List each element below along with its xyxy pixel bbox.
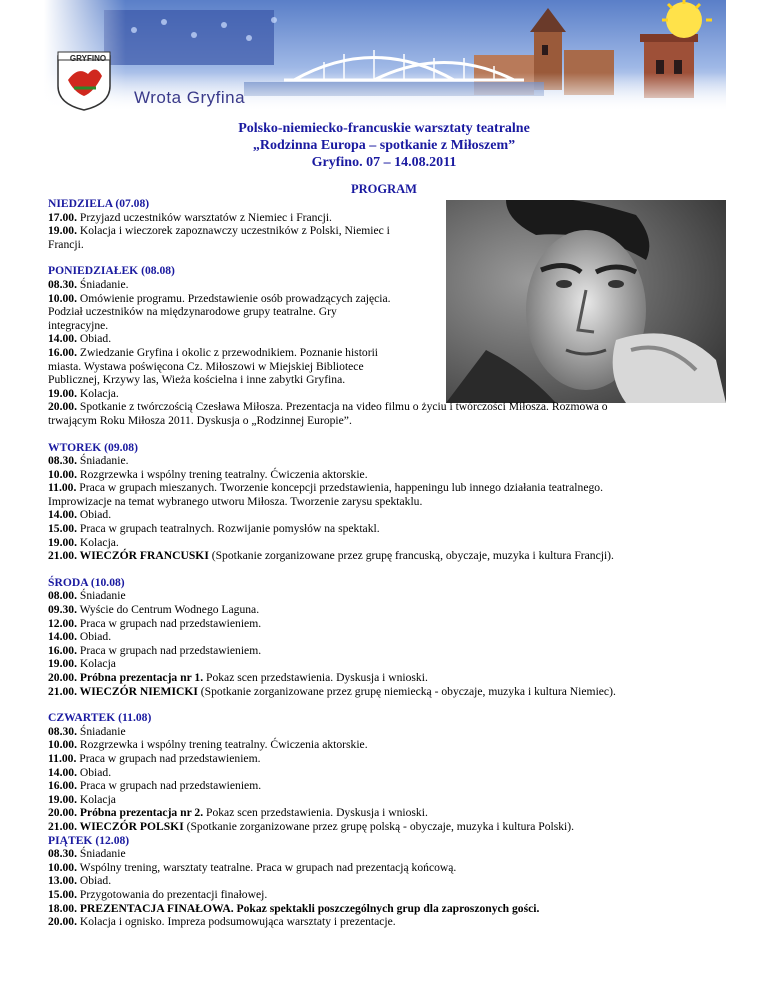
- schedule-entry: [48, 278, 728, 292]
- schedule-entry: [48, 305, 728, 319]
- entry-text: Pokaz scen przedstawienia. Dyskusja i wnioski.: [203, 806, 428, 820]
- entry-text: Praca w grupach mieszanych. Tworzenie koncepcji przedstawienia, happeningu lub innego działania teatralnego.: [76, 481, 603, 495]
- entry-text: Rozgrzewka i wspólny trening teatralny. Ćwiczenia aktorskie.: [76, 738, 368, 752]
- section-gap: [48, 563, 728, 576]
- entry-time: 20.00. Próbna prezentacja nr 1.: [48, 671, 204, 684]
- schedule-entry: [48, 549, 728, 563]
- entry-text: Praca w grupach nad przedstawieniem.: [76, 643, 262, 657]
- schedule-entry: [48, 589, 728, 603]
- entry-text: Śniadanie.: [76, 277, 129, 291]
- schedule-entry: [48, 319, 728, 333]
- schedule-entry: [48, 861, 728, 875]
- entry-text: Kolacja i wieczorek zapoznawczy uczestników z Polski, Niemiec i: [76, 224, 390, 238]
- entry-text: Przyjazd uczestników warsztatów z Niemiec i Francji.: [76, 210, 332, 224]
- schedule-entry: [48, 725, 728, 739]
- entry-text: Śniadanie: [76, 589, 126, 603]
- day-section: [48, 834, 728, 929]
- entry-text: Obiad.: [76, 332, 112, 346]
- entry-text: Kolacja.: [76, 386, 119, 400]
- entry-text: Obiad.: [76, 874, 112, 888]
- schedule-entry: [48, 888, 728, 902]
- entry-time: 10.00.: [48, 860, 77, 874]
- day-title: WTOREK (09.08): [48, 440, 138, 454]
- schedule-entry: [48, 224, 728, 238]
- entry-text: Rozgrzewka i wspólny trening teatralny. Ćwiczenia aktorskie.: [76, 467, 368, 481]
- entry-time: 11.00.: [48, 481, 77, 495]
- entry-time: 19.00.: [48, 792, 77, 806]
- entry-text: Spotkanie z twórczością Czesława Miłosza. Prezentacja na video filmu o życiu i twórczości Miłosza. Rozmowa o: [76, 400, 608, 414]
- entry-time: 08.30.: [48, 847, 77, 861]
- entry-text: Publicznej, Krzywy las, Wieża kościelna i inne zabytki Gryfina.: [48, 373, 346, 387]
- entry-text: Podział uczestników na międzynarodowe grupy teatralne. Gry: [48, 305, 337, 319]
- entry-text: Praca w grupach nad przedstawieniem.: [76, 751, 261, 765]
- entry-text: Kolacja.: [76, 535, 119, 549]
- entry-time: 15.00.: [48, 887, 77, 901]
- day-section: [48, 264, 728, 427]
- program-content: [48, 197, 728, 929]
- entry-time: 20.00.: [48, 400, 77, 414]
- day-title: CZWARTEK (11.08): [48, 711, 152, 725]
- entry-text: Wspólny trening, warsztaty teatralne. Praca w grupach nad prezentacją końcową.: [76, 860, 457, 874]
- entry-text: (Spotkanie zorganizowane przez grupę niemiecką - obyczaje, muzyka i kultura Niemiec).: [197, 684, 616, 698]
- entry-time: 20.00.: [48, 915, 77, 929]
- entry-time: 10.00.: [48, 291, 77, 305]
- title-line-1: Polsko-niemiecko-francuskie warsztaty teatralne: [238, 121, 530, 136]
- schedule-entry: [48, 915, 728, 929]
- program-heading: PROGRAM: [351, 182, 417, 196]
- schedule-entry: [48, 211, 728, 225]
- entry-text: Śniadanie: [76, 847, 126, 861]
- entry-text: integracyjne.: [48, 318, 109, 332]
- day-section: [48, 711, 728, 833]
- day-title: ŚRODA (10.08): [48, 575, 125, 589]
- day-section: [48, 441, 728, 563]
- schedule-entry: [48, 454, 728, 468]
- schedule-entry: [48, 508, 728, 522]
- entry-text: miasta. Wystawa poświęcona Cz. Miłoszowi w Miejskiej Bibliotece: [48, 359, 364, 373]
- schedule-entry: [48, 671, 728, 685]
- entry-text: Zwiedzanie Gryfina i okolic z przewodnikiem. Poznanie historii: [76, 345, 379, 359]
- entry-text: Praca w grupach teatralnych. Rozwijanie pomysłów na spektakl.: [76, 522, 380, 536]
- day-section: [48, 576, 728, 698]
- entry-text: Przygotowania do prezentacji finałowej.: [76, 887, 268, 901]
- entry-text: (Spotkanie zorganizowane przez grupę polską - obyczaje, muzyka i kultura Polski).: [183, 819, 575, 833]
- schedule-entry: [48, 400, 728, 414]
- schedule-entry: [48, 902, 728, 916]
- entry-time: 16.00.: [48, 643, 77, 657]
- entry-time: 19.00.: [48, 535, 77, 549]
- entry-text: Śniadanie: [76, 724, 126, 738]
- entry-text: Obiad.: [76, 508, 112, 522]
- schedule-entry: [48, 346, 728, 360]
- entry-text: Śniadanie.: [76, 454, 129, 468]
- entry-time: 08.30.: [48, 454, 77, 468]
- schedule-entry: [48, 793, 728, 807]
- schedule-entry: [48, 766, 728, 780]
- brand-name: Wrota Gryfina: [134, 88, 246, 107]
- entry-text: Praca w grupach nad przedstawieniem.: [76, 616, 262, 630]
- schedule-entry: [48, 360, 728, 374]
- entry-time: 20.00. Próbna prezentacja nr 2.: [48, 806, 204, 820]
- entry-time: 12.00.: [48, 616, 77, 630]
- day-section: [48, 197, 728, 251]
- schedule-entry: [48, 332, 728, 346]
- entry-time: 18.00. PREZENTACJA FINAŁOWA. Pokaz spektakli poszczególnych grup dla zaproszonych gości.: [48, 901, 540, 915]
- entry-text: Kolacja: [76, 792, 116, 806]
- schedule-entry: [48, 752, 728, 766]
- entry-time: 14.00.: [48, 630, 77, 644]
- entry-time: 08.30.: [48, 724, 77, 738]
- entry-time: 21.00. WIECZÓR POLSKI: [48, 819, 184, 833]
- entry-time: 15.00.: [48, 522, 77, 536]
- entry-text: Obiad.: [76, 630, 112, 644]
- entry-text: Pokaz scen przedstawienia. Dyskusja i wnioski.: [203, 671, 428, 684]
- entry-text: Improwizacje na temat wybranego utworu Miłosza. Tworzenie zarysu spektaklu.: [48, 494, 423, 508]
- entry-time: 21.00. WIECZÓR NIEMICKI: [48, 684, 198, 698]
- entry-time: 08.00.: [48, 589, 77, 603]
- schedule-entry: [48, 387, 728, 401]
- entry-time: 14.00.: [48, 332, 77, 346]
- schedule-entry: [48, 468, 728, 482]
- schedule-entry: [48, 820, 728, 834]
- schedule-entry: [48, 847, 728, 861]
- entry-time: 14.00.: [48, 508, 77, 522]
- day-title: PONIEDZIAŁEK (08.08): [48, 264, 175, 278]
- section-gap: [48, 251, 728, 264]
- title-line-2: „Rodzinna Europa – spotkanie z Miłoszem”: [252, 138, 516, 153]
- entry-time: 16.00.: [48, 779, 77, 793]
- entry-text: Omówienie programu. Przedstawienie osób prowadzących zajęcia.: [76, 291, 391, 305]
- section-gap: [48, 428, 728, 441]
- entry-text: Francji.: [48, 237, 84, 251]
- schedule-entry: [48, 685, 728, 699]
- schedule-entry: [48, 617, 728, 631]
- schedule-entry: [48, 630, 728, 644]
- schedule-entry: [48, 536, 728, 550]
- day-title: PIĄTEK (12.08): [48, 833, 130, 847]
- entry-time: 17.00.: [48, 210, 77, 224]
- entry-time: 19.00.: [48, 386, 77, 400]
- schedule-entry: [48, 779, 728, 793]
- schedule-entry: [48, 238, 728, 252]
- entry-time: 10.00.: [48, 467, 77, 481]
- schedule-entry: [48, 806, 728, 820]
- entry-time: 19.00.: [48, 657, 77, 671]
- title-line-3: Gryfino. 07 – 14.08.2011: [311, 155, 457, 170]
- schedule-entry: [48, 481, 728, 495]
- entry-text: (Spotkanie zorganizowane przez grupę francuską, obyczaje, muzyka i kultura Francji).: [208, 549, 614, 563]
- schedule-entry: [48, 414, 728, 428]
- entry-time: 16.00.: [48, 345, 77, 359]
- schedule-entry: [48, 657, 728, 671]
- entry-text: trwającym Roku Miłosza 2011. Dyskusja o „Rodzinnej Europie”.: [48, 413, 352, 427]
- schedule-entry: [48, 644, 728, 658]
- schedule-entry: [48, 874, 728, 888]
- logo-text: GRYFINO: [69, 54, 107, 63]
- schedule-entry: [48, 373, 728, 387]
- entry-text: Kolacja i ognisko. Impreza podsumowująca warsztaty i prezentacje.: [76, 915, 396, 929]
- day-title: NIEDZIELA (07.08): [48, 197, 150, 210]
- section-gap: [48, 698, 728, 711]
- entry-time: 09.30.: [48, 603, 77, 617]
- entry-text: Praca w grupach nad przedstawieniem.: [76, 779, 262, 793]
- entry-time: 10.00.: [48, 738, 77, 752]
- schedule-entry: [48, 738, 728, 752]
- entry-text: Obiad.: [76, 765, 112, 779]
- entry-time: 19.00.: [48, 224, 77, 238]
- schedule-entry: [48, 603, 728, 617]
- entry-time: 14.00.: [48, 765, 77, 779]
- entry-time: 11.00.: [48, 751, 77, 765]
- entry-text: Kolacja: [76, 657, 116, 671]
- entry-time: 21.00. WIECZÓR FRANCUSKI: [48, 549, 209, 563]
- schedule-entry: [48, 495, 728, 509]
- entry-text: Wyście do Centrum Wodnego Laguna.: [76, 603, 260, 617]
- entry-time: 13.00.: [48, 874, 77, 888]
- entry-time: 08.30.: [48, 277, 77, 291]
- schedule-entry: [48, 292, 728, 306]
- schedule-entry: [48, 522, 728, 536]
